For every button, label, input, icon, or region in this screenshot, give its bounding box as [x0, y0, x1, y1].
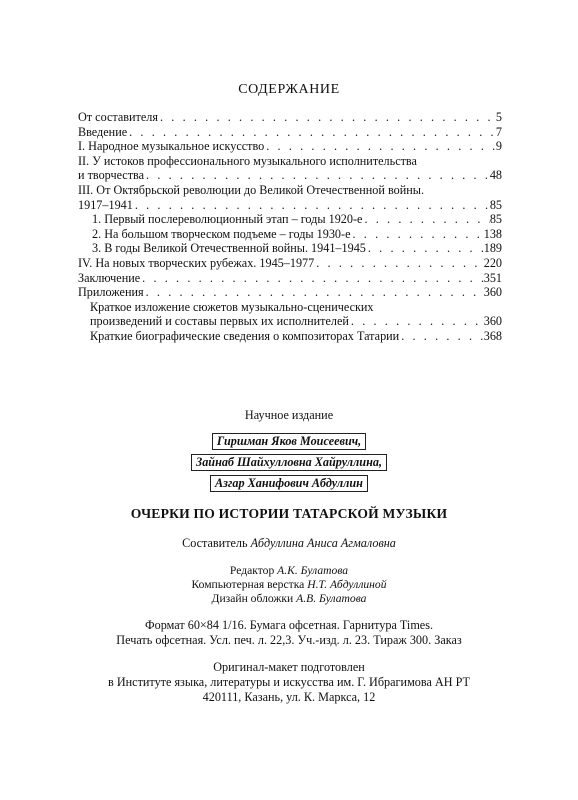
toc-entry: Приложения . . . 360	[78, 285, 502, 300]
prepared-line-1: Оригинал-макет подготовлен	[213, 660, 365, 674]
cover-design-line: Дизайн обложки А.В. Булатова	[211, 592, 367, 605]
format-line: Формат 60×84 1/16. Бумага офсетная. Гарнитура Times.	[145, 618, 433, 632]
toc-entry: 1. Первый послереволюционный этап – годы 1920-е . . . 85	[78, 212, 502, 227]
colophon	[0, 408, 578, 705]
prepared-line-3: 420111, Казань, ул. К. Маркса, 12	[202, 690, 376, 704]
toc-entry: II. У истоков профессионального музыкального исполнительства	[78, 153, 417, 168]
toc-entry: III. От Октябрьской революции до Великой Отечественной войны.	[78, 182, 425, 197]
print-line: Печать офсетная. Усл. печ. л. 22,3. Уч.-изд. л. 23. Тираж 300. Заказ	[116, 633, 462, 647]
book-title: ОЧЕРКИ ПО ИСТОРИИ ТАТАРСКОЙ МУЗЫКИ	[130, 506, 448, 521]
layout-line: Компьютерная верстка Н.Т. Абдуллиной	[191, 578, 387, 591]
editor-line: Редактор А.К. Булатова	[229, 564, 349, 577]
compiler-name: Абдуллина Аниса Агмаловна	[250, 536, 396, 550]
toc-entry: От составителя . . . 5	[78, 110, 502, 125]
author-name: Гиршман Яков Моисеевич,	[212, 433, 366, 450]
compiler-line: Составитель Абдуллина Аниса Агмаловна	[182, 536, 396, 550]
toc-entry: Введение . . . 7	[78, 125, 502, 140]
toc-entry: IV. На новых творческих рубежах. 1945–1977 . . . 220	[78, 256, 502, 271]
prepared-line-2: в Институте языка, литературы и искусства им. Г. Ибрагимова АН РТ	[108, 675, 470, 689]
toc-entry: Заключение . . . 351	[78, 271, 502, 286]
toc-entry: 1917–1941 . . . 85	[78, 198, 502, 213]
edition-type: Научное издание	[244, 408, 334, 422]
toc-heading: СОДЕРЖАНИЕ	[238, 82, 340, 97]
author-name: Зайнаб Шайхулловна Хайруллина,	[191, 454, 387, 471]
toc-entry: произведений и составы первых их исполнителей . . . 360	[78, 314, 502, 329]
toc-entry: и творчества . . . 48	[78, 168, 502, 183]
toc-entry: I. Народное музыкальное искусство . . . 9	[78, 139, 502, 154]
table-of-contents	[78, 110, 502, 344]
toc-entry: Краткие биографические сведения о композиторах Татарии . . . 368	[78, 329, 502, 344]
toc-entry: Краткое изложение сюжетов музыкально-сценических	[90, 299, 374, 314]
author-name: Азгар Ханифович Абдуллин	[210, 475, 368, 492]
toc-entry: 2. На большом творческом подъеме – годы 1930-е . . . 138	[78, 227, 502, 242]
toc-entry: 3. В годы Великой Отечественной войны. 1941–1945 . . . 189	[78, 241, 502, 256]
